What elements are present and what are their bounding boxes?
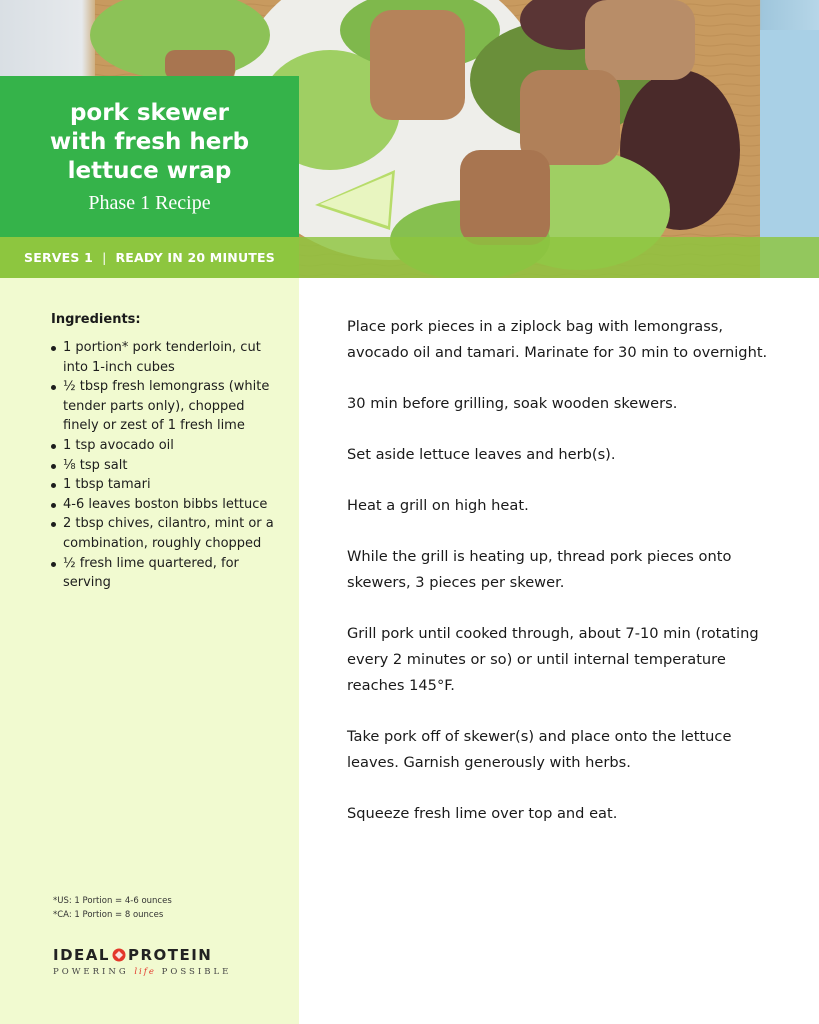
ingredient-item: 1 tsp avocado oil [49,436,274,456]
ingredients-heading: Ingredients: [51,312,141,327]
ingredients-panel [0,278,299,1024]
direction-step: Place pork pieces in a ziplock bag with lemongrass, avocado oil and tamari. Marinate for 30 min to overnight. [347,318,768,361]
direction-step: Squeeze fresh lime over top and eat. [347,805,618,822]
serves-count: SERVES 1 [24,250,94,265]
ideal-protein-logo [53,946,263,977]
directions [347,314,787,852]
logo-word-protein: PROTEIN [127,946,213,964]
direction-step: 30 min before grilling, soak wooden skewers. [347,395,678,412]
recipe-phase: Phase 1 Recipe [88,191,211,214]
portion-footnotes [53,894,172,922]
ingredient-item: ⅛ tsp salt [49,456,274,476]
ready-time: READY IN 20 MINUTES [115,250,275,265]
logo-tagline [53,967,263,977]
serves-bar [0,237,819,278]
ingredient-item: 1 tbsp tamari [49,475,274,495]
footnote-us: *US: 1 Portion = 4-6 ounces [53,896,172,906]
logo-word-ideal: IDEAL [53,946,110,964]
ingredient-item: ½ fresh lime quartered, for serving [49,554,274,593]
recipe-title-line-1: pork skewer [69,99,230,126]
recipe-title-line-2: with fresh herb [49,128,250,155]
recipe-title [35,99,265,186]
direction-step: While the grill is heating up, thread pork pieces onto skewers, 3 pieces per skewer. [347,548,732,591]
direction-step: Set aside lettuce leaves and herb(s). [347,446,616,463]
ingredient-item: ½ tbsp fresh lemongrass (white tender parts only), chopped finely or zest of 1 fresh lime [49,377,274,436]
ingredient-item: 2 tbsp chives, cilantro, mint or a combination, roughly chopped [49,514,274,553]
title-block [0,76,299,237]
ingredient-item: 1 portion* pork tenderloin, cut into 1-inch cubes [49,338,274,377]
direction-step: Heat a grill on high heat. [347,497,529,514]
direction-step: Grill pork until cooked through, about 7-10 min (rotating every 2 minutes or so) or until internal temperature reaches 145°F. [347,625,759,694]
recipe-title-line-3: lettuce wrap [67,157,232,184]
ingredients-list [49,338,274,593]
logo-mark-icon [112,948,126,962]
logo-tagline-possible: POSSIBLE [161,967,232,977]
footnote-ca: *CA: 1 Portion = 8 ounces [53,910,164,920]
serves-label [0,237,299,278]
ingredient-item: 4-6 leaves boston bibbs lettuce [49,495,274,515]
direction-step: Take pork off of skewer(s) and place onto the lettuce leaves. Garnish generously with herbs. [347,728,732,771]
logo-tagline-life: life [134,967,156,977]
logo-tagline-powering: POWERING [53,967,129,977]
logo-wordmark [53,946,263,964]
serves-separator: | [102,250,107,265]
